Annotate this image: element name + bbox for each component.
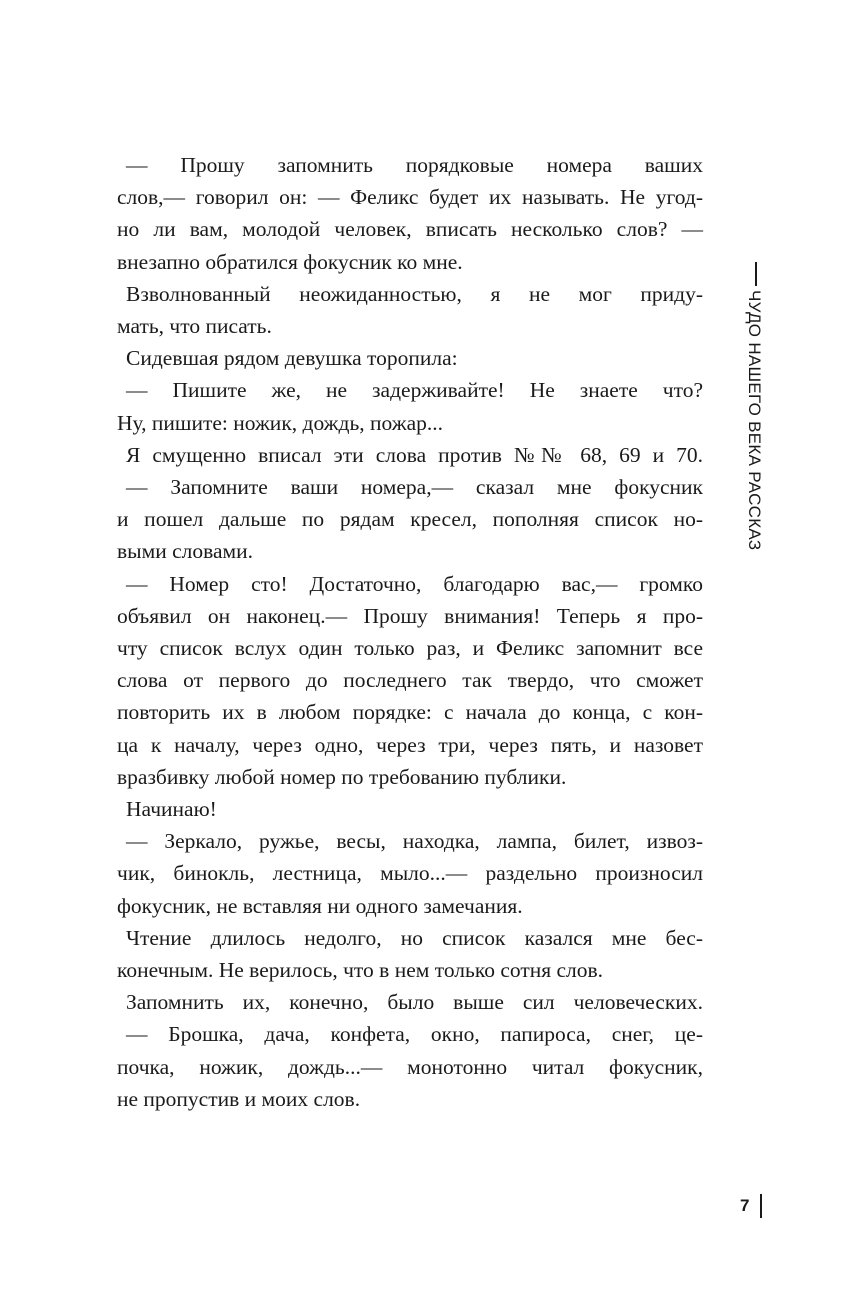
page-number-rule	[760, 1194, 762, 1218]
paragraph	[117, 149, 703, 278]
text-line: мать, что писать.	[117, 314, 272, 339]
paragraph	[117, 439, 703, 471]
text-line: вразбивку любой номер по требованию публики.	[117, 764, 567, 789]
paragraph	[117, 374, 703, 438]
text-line: чик, бинокль, лестница, мыло...— раздельно произносил	[117, 861, 703, 886]
text-line: выми словами.	[117, 539, 254, 564]
text-line: Я смущенно вписал эти слова против №№ 68, 69 и 70.	[126, 442, 703, 467]
text-line: слов,— говорил он: — Феликс будет их называть. Не угод-	[117, 185, 703, 210]
running-head	[742, 262, 772, 562]
text-line: ца к началу, через одно, через три, через пять, и назовет	[117, 732, 703, 757]
text-line: конечным. Не верилось, что в нем только сотня слов.	[117, 958, 604, 983]
text-line: — Зеркало, ружье, весы, находка, лампа, билет, извоз-	[126, 829, 703, 854]
page-number-text: 7	[740, 1196, 750, 1215]
text-line: чту список вслух один только раз, и Феликс запомнит все	[117, 636, 703, 661]
text-line: — Запомните ваши номера,— сказал мне фокусник	[126, 475, 703, 500]
text-line: — Брошка, дача, конфета, окно, папироса, снег, це-	[126, 1022, 703, 1047]
text-line: Запомнить их, конечно, было выше сил человеческих.	[126, 990, 703, 1015]
running-head-rule	[755, 262, 757, 286]
text-line: — Пишите же, не задерживайте! Не знаете что?	[126, 378, 703, 403]
text-line: — Прошу запомнить порядковые номера ваших	[126, 153, 703, 177]
text-line: фокусник, не вставляя ни одного замечания.	[117, 893, 523, 918]
body-text	[117, 149, 703, 1115]
text-line: объявил он наконец.— Прошу внимания! Теперь я про-	[117, 603, 703, 628]
text-line: — Номер сто! Достаточно, благодарю вас,— громко	[126, 571, 703, 596]
paragraph	[117, 1018, 703, 1115]
paragraph	[117, 471, 703, 568]
text-line: и пошел дальше по рядам кресел, пополняя список но-	[117, 507, 703, 532]
text-line: Чтение длилось недолго, но список казался мне бес-	[126, 925, 703, 950]
running-head-label: ЧУДО НАШЕГО ВЕКА РАССКАЗ	[745, 290, 764, 551]
text-line: почка, ножик, дождь...— монотонно читал фокусник,	[117, 1054, 703, 1079]
paragraph	[117, 278, 703, 342]
text-line: повторить их в любом порядке: с начала до конца, с кон-	[117, 700, 703, 725]
paragraph	[117, 568, 703, 793]
paragraph	[117, 793, 703, 825]
text-line: слова от первого до последнего так твердо, что сможет	[117, 668, 703, 693]
text-line: Начинаю!	[126, 797, 217, 822]
text-line: не пропустив и моих слов.	[117, 1086, 361, 1111]
text-line: Сидевшая рядом девушка торопила:	[126, 346, 458, 371]
text-line: Взволнованный неожиданностью, я не мог приду-	[126, 281, 703, 306]
text-line: внезапно обратился фокусник ко мне.	[117, 249, 463, 274]
paragraph	[117, 922, 703, 986]
paragraph	[117, 825, 703, 922]
text-line: Ну, пишите: ножик, дождь, пожар...	[117, 410, 444, 435]
paragraph	[117, 986, 703, 1018]
text-line: но ли вам, молодой человек, вписать несколько слов? —	[117, 217, 703, 242]
paragraph	[117, 342, 703, 374]
